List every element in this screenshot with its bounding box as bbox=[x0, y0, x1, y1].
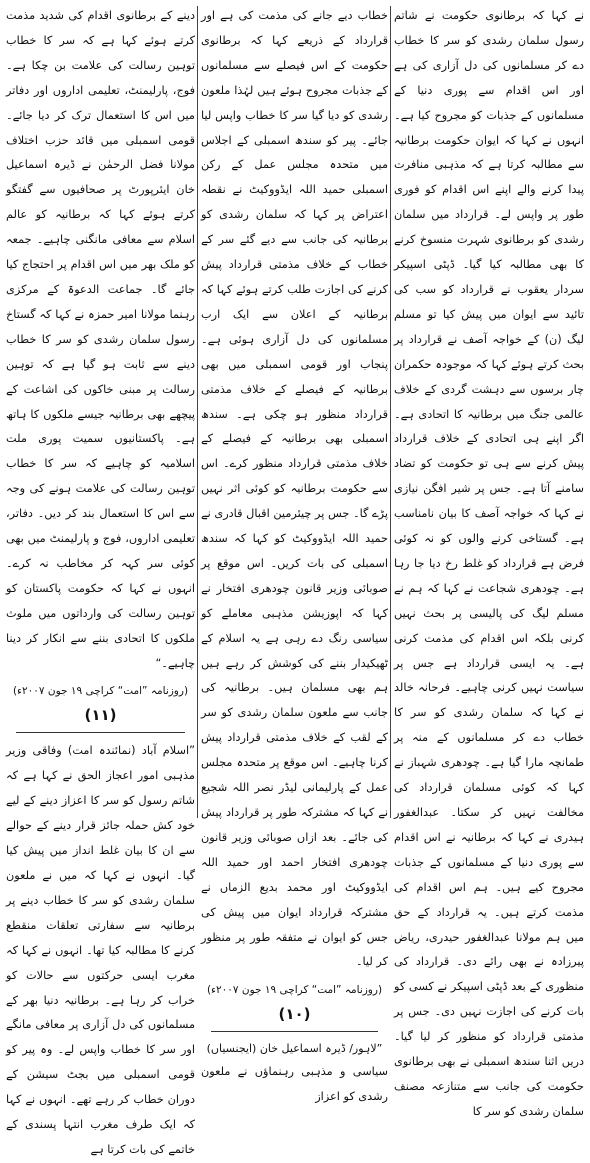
column-right bbox=[394, 4, 584, 1125]
source-citation: (روزنامہ ”امت“ کراچی ۱۹ جون ۲۰۰۷ء) bbox=[206, 984, 383, 997]
column-left bbox=[6, 4, 195, 1163]
column-divider-right bbox=[390, 6, 391, 818]
column-left-text: دینے کے برطانوی اقدام کی شدید مذمت کرتے ہوئے کہا ہے کہ سر کا خطاب توہین رسالت کی علامت بن چکا ہے۔ فوج، پارلیمنٹ، تعلیمی اداروں اور دفاتر میں اس کا استعمال ترک کر دیا جائے۔ قومی اسمبلی میں قائد حزب اختلاف مولانا فضل الرحمٰن نے ڈیرہ اسماعیل خان ایئرپورٹ پر صحافیوں سے گفتگو کرتے ہوئے کہا کہ برطانیہ کو عالم اسلام سے معافی مانگنی چاہیے۔ جمعہ کو ملک بھر میں اس اقدام پر احتجاج کیا جائے گا۔ جماعت الدعوۃ کے مرکزی رہنما مولانا امیر حمزہ نے کہا کہ گستاخ رسول سلمان رشدی کو سر کا خطاب دینے سے ثابت ہو گیا ہے کہ توہین رسالت پر مبنی خاکوں کی اشاعت کے پیچھے بھی برطانیہ جیسے ملکوں کا ہاتھ ہے۔ پاکستانیوں سمیت پوری ملت اسلامیہ کو چاہیے کہ سر کا خطاب توہین رسالت کی علامت ہونے کی وجہ سے اس کا استعمال بند کر دیں۔ دفاتر، تعلیمی اداروں، فوج و پارلیمنٹ میں بھی کوئی سر کہہ کر مخاطب نہ کرے۔ انہوں نے کہا کہ حکومت پاکستان کو توہین رسالت کی وارداتوں میں ملوث ملکوں کا اتحادی بننے سے انکار کر دینا چاہیے۔“ bbox=[6, 9, 195, 670]
column-middle-text: خطاب دیے جانے کی مذمت کی ہے اور قرارداد کے ذریعے کہا کہ برطانوی حکومت کے اس فیصلے سے مسلمانوں کے جذبات مجروح ہوئے ہیں لہٰذا ملعون رشدی کو دیا گیا سر کا خطاب واپس لیا جائے۔ پیر کو سندھ اسمبلی کے اجلاس میں متحدہ مجلس عمل کے رکن اسمبلی حمید اللہ ایڈووکیٹ نے نقطہ اعتراض پر کہا کہ سلمان رشدی کو برطانیہ کی جانب سے دیے گئے سر کے خطاب کے خلاف مذمتی قرارداد پیش کرنے کی اجازت طلب کرتے ہوئے کہا کہ برطانیہ کے اعلان سے ایک ارب مسلمانوں کی دل آزاری ہوئی ہے۔ پنجاب اور قومی اسمبلی میں بھی برطانیہ کے فیصلے کے خلاف مذمتی قرارداد منظور ہو چکی ہے۔ سندھ اسمبلی بھی برطانیہ کے فیصلے کے خلاف مذمتی قرارداد منظور کرے۔ اس سے حکومت برطانیہ کو کوئی اثر نہیں پڑے گا۔ جس پر چیئرمین اقبال قادری نے حمید اللہ ایڈووکیٹ کو کہا کہ سندھ اسمبلی کی بات کریں۔ اس موقع پر صوبائی وزیر قانون چودھری افتخار نے کہا کہ اپوزیشن مذہبی معاملے کو سیاسی رنگ دے رہی ہے یہ اسلام کے ٹھیکیدار بننے کی کوشش کر رہے ہیں ہم بھی مسلمان ہیں۔ برطانیہ کی جانب سے ملعون سلمان رشدی کو سر کے لقب کے خلاف مذمتی قرارداد پیش کرنا چاہیے۔ اس موقع پر متحدہ مجلس عمل کے پارلیمانی لیڈر نصر اللہ شجیع نے کہا کہ مشترکہ طور پر قرارداد پیش کی جائے۔ بعد ازاں صوبائی وزیر قانون چودھری افتخار احمد اور حمید اللہ ایڈووکیٹ اور محمد بدیع الزماں نے مشترکہ قرارداد ایوان میں پیش کی جس کو ایوان نے متفقہ طور پر منظور کر لیا۔ bbox=[201, 9, 388, 969]
section-divider bbox=[16, 732, 185, 733]
section-number: (۱۱) bbox=[84, 706, 117, 725]
source-citation: (روزنامہ ”امت“ کراچی ۱۹ جون ۲۰۰۷ء) bbox=[12, 685, 189, 698]
dateline: ”لاہور/ ڈیرہ اسماعیل خان (ایجنسیاں) bbox=[206, 1042, 383, 1056]
column-left-text-2: ”اسلام آباد (نمائندہ امت) وفاقی وزیر مذہبی امور اعجاز الحق نے کہا ہے کہ شاتم رسول کو سر کا اعزاز دینے کے لیے خود کش حملہ جائز قرار دینے کے حوالے سے ان کا بیان غلط انداز میں پیش کیا گیا۔ انہوں نے کہا کہ میں نے ملعون سلمان رشدی کو سر کا خطاب دینے پر برطانیہ سے سفارتی تعلقات منقطع کرنے کا مطالبہ کیا تھا۔ انہوں نے کہا کہ مغرب ایسی حرکتوں سے حالات کو خراب کر رہا ہے۔ برطانیہ دنیا بھر کے مسلمانوں کی دل آزاری پر معافی مانگے اور سر کا خطاب واپس لے۔ وہ پیر کو قومی اسمبلی میں بجٹ سیشن کے دوران خطاب کر رہے تھے۔ انہوں نے کہا کہ ایک طرف مغرب انتہا پسندی کے خاتمے کی بات کرتا ہے bbox=[6, 744, 195, 1156]
column-divider-left bbox=[197, 6, 198, 818]
section-divider bbox=[211, 1031, 378, 1032]
column-middle bbox=[201, 4, 388, 1110]
section-number: (۱۰) bbox=[278, 1005, 311, 1024]
column-right-text: نے کہا کہ برطانوی حکومت نے شاتم رسول سلمان رشدی کو سر کا خطاب دے کر مسلمانوں کی دل آزاری کی ہے اور اس اقدام سے پوری دنیا کے مسلمانوں کے جذبات کو مجروح کیا ہے۔ انہوں نے کہا کہ ایوان حکومت برطانیہ سے مطالبہ کرتا ہے کہ مذہبی منافرت پیدا کرنے والے اپنے اس اقدام کو فوری طور پر واپس لے۔ قرارداد میں سلمان رشدی کو برطانوی شہرت منسوخ کرنے کا بھی مطالبہ کیا گیا۔ ڈپٹی اسپیکر سردار یعقوب نے قرارداد کو سب کی تائید سے ایوان میں پیش کیا تو مسلم لیگ (ن) کے خواجہ آصف نے قرارداد پر بحث کرتے ہوئے کہا کہ موجودہ حکمران چار برسوں سے دہشت گردی کے خلاف عالمی جنگ میں برطانیہ کا اتحادی ہے۔ اگر اپنے ہی اتحادی کے خلاف قرارداد پیش کرنے سے ہی تو حکومت کو تضاد سامنے آتا ہے۔ جس پر شیر افگن نیازی نے کہا کہ خواجہ آصف کا بیان نامناسب ہے۔ گستاخی کرنے والوں کو نہ کوئی فرض ہے قرارداد کو غلط رخ دیا جا رہا ہے۔ چودھری شجاعت نے کہا کہ ہم نے مسلم لیگ کی پالیسی پر بحث نہیں کرنی بلکہ اس اقدام کی مذمت کرنی ہے۔ یہ ایسی قرارداد ہے جس پر سیاست نہیں کرنی چاہیے۔ فرحانہ خالد نے کہا کہ سلمان رشدی کو سر کا خطاب دے کر مسلمانوں کے منہ پر طمانچہ مارا گیا ہے۔ چودھری شہباز نے کہا کہ کوئی مسلمان قرارداد کی مخالفت نہیں کر سکتا۔ عبدالغفور ہیدری نے کہا کہ برطانیہ نے اس اقدام سے پوری دنیا کے مسلمانوں کے جذبات مجروح کیے ہیں۔ ہم اس اقدام کی مذمت کرتے ہیں۔ یہ قرارداد کے حق میں ہم مولانا عبدالغفور حیدری، ریاض پیرزادہ نے بھی رائے دی۔ قرارداد کی منظوری کے بعد ڈپٹی اسپیکر نے کسی کو بات کرنے کی اجازت نہیں دی۔ جس پر مذمتی قرارداد کو منظور کر لیا گیا۔ دریں اثنا سندھ اسمبلی نے بھی برطانوی حکومت کی جانب سے متنازعہ مصنف سلمان رشدی کو سر کا bbox=[394, 9, 584, 1118]
column-middle-tail: سیاسی و مذہبی رہنماؤں نے ملعون رشدی کو اعزاز bbox=[201, 1065, 388, 1104]
